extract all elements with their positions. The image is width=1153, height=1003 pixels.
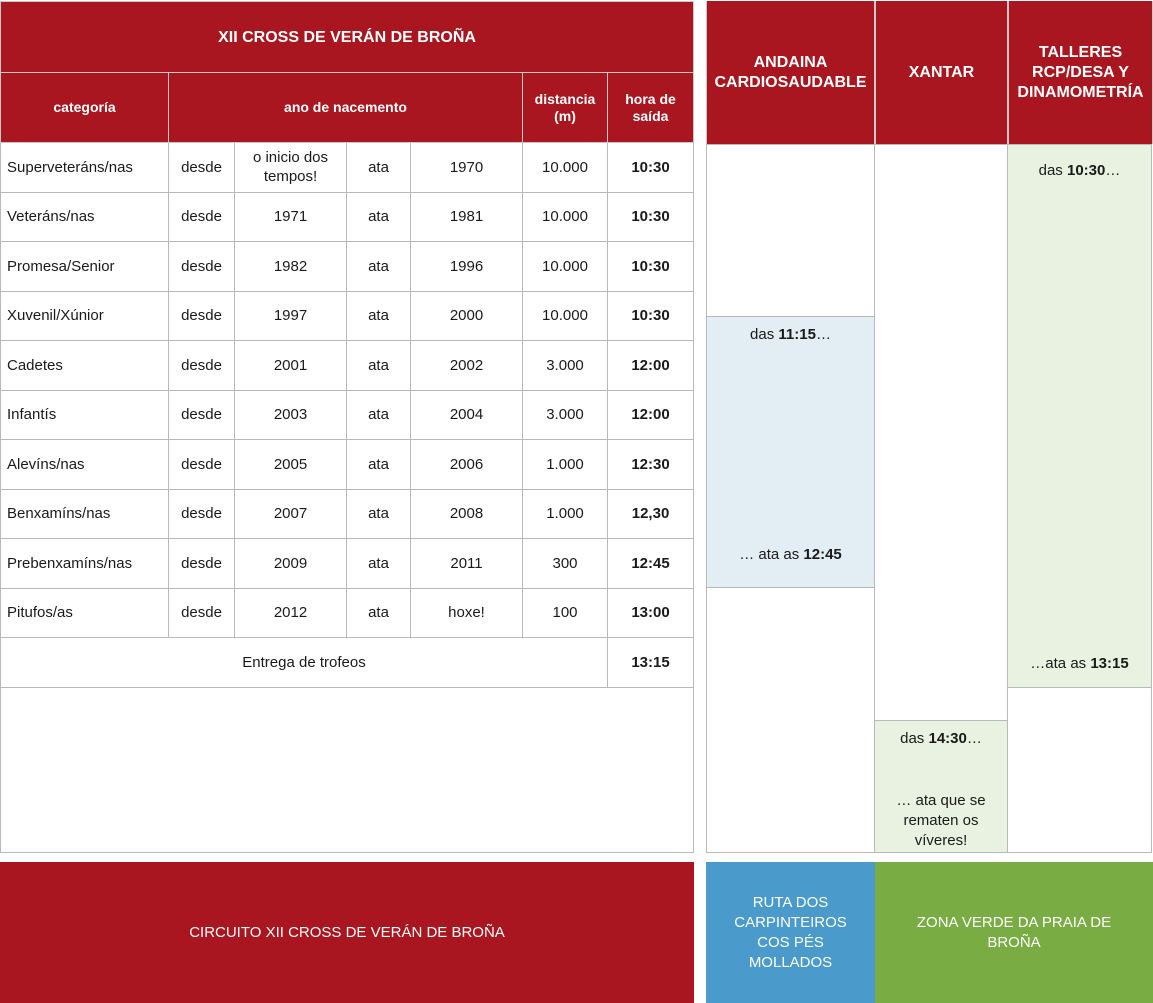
cross-schedule-table <box>0 1 694 688</box>
talleres-end <box>1008 654 1151 674</box>
ano-desde-cell: 1971 <box>235 192 347 242</box>
talleres-end-time: 13:15 <box>1090 655 1129 672</box>
categoria-cell: Xuvenil/Xúnior <box>1 291 169 341</box>
desde-cell: desde <box>169 440 235 490</box>
andaina-end-time: 12:45 <box>803 546 842 563</box>
xantar-start-prefix: das <box>900 730 929 747</box>
ano-desde-cell: 1997 <box>235 291 347 341</box>
ata-cell: ata <box>347 440 411 490</box>
ata-cell: ata <box>347 143 411 193</box>
distancia-cell: 10.000 <box>523 291 608 341</box>
categoria-cell: Cadetes <box>1 341 169 391</box>
andaina-start-time: 11:15 <box>778 326 816 343</box>
desde-cell: desde <box>169 539 235 589</box>
talleres-start-prefix: das <box>1038 162 1067 179</box>
xantar-start-time: 14:30 <box>928 730 967 747</box>
ata-cell: ata <box>347 390 411 440</box>
desde-cell: desde <box>169 291 235 341</box>
table-row <box>1 489 694 539</box>
desde-cell: desde <box>169 588 235 638</box>
desde-cell: desde <box>169 242 235 292</box>
table-row <box>1 242 694 292</box>
talleres-time-band <box>1007 144 1152 688</box>
categoria-cell: Benxamíns/nas <box>1 489 169 539</box>
desde-cell: desde <box>169 489 235 539</box>
categoria-cell: Alevíns/nas <box>1 440 169 490</box>
legend-circuito: CIRCUITO XII CROSS DE VERÁN DE BROÑA <box>0 862 694 1003</box>
distancia-cell: 300 <box>523 539 608 589</box>
trofeos-hora: 13:15 <box>608 638 694 688</box>
trofeos-row <box>1 638 694 688</box>
ata-cell: ata <box>347 539 411 589</box>
distancia-cell: 1.000 <box>523 489 608 539</box>
table-row <box>1 539 694 589</box>
andaina-start-suffix: … <box>815 326 831 343</box>
table-row <box>1 192 694 242</box>
categoria-cell: Infantís <box>1 390 169 440</box>
ano-ata-cell: hoxe! <box>411 588 523 638</box>
table-row <box>1 390 694 440</box>
distancia-cell: 100 <box>523 588 608 638</box>
andaina-end-prefix: … ata as <box>739 546 804 563</box>
cross-title: XII CROSS DE VERÁN DE BROÑA <box>1 2 694 73</box>
table-row <box>1 440 694 490</box>
ano-desde-cell: 2009 <box>235 539 347 589</box>
hora-cell: 10:30 <box>608 192 694 242</box>
andaina-header: ANDAINA CARDIOSAUDABLE <box>706 1 875 144</box>
ano-ata-cell: 2004 <box>411 390 523 440</box>
hora-cell: 10:30 <box>608 291 694 341</box>
distancia-cell: 3.000 <box>523 390 608 440</box>
talleres-start <box>1008 161 1151 181</box>
andaina-start <box>707 325 874 345</box>
talleres-start-suffix: … <box>1105 162 1121 179</box>
xantar-time-band <box>874 720 1008 853</box>
ata-cell: ata <box>347 291 411 341</box>
header-distancia: distancia (m) <box>523 73 608 143</box>
categoria-cell: Prebenxamíns/nas <box>1 539 169 589</box>
hora-cell: 10:30 <box>608 242 694 292</box>
ano-ata-cell: 1970 <box>411 143 523 193</box>
ano-desde-cell: 1982 <box>235 242 347 292</box>
hora-cell: 12,30 <box>608 489 694 539</box>
andaina-start-prefix: das <box>750 326 779 343</box>
ano-ata-cell: 2008 <box>411 489 523 539</box>
hora-cell: 13:00 <box>608 588 694 638</box>
hora-cell: 12:45 <box>608 539 694 589</box>
talleres-end-prefix: …ata as <box>1030 655 1091 672</box>
ano-ata-cell: 1981 <box>411 192 523 242</box>
distancia-cell: 10.000 <box>523 192 608 242</box>
ata-cell: ata <box>347 341 411 391</box>
categoria-cell: Superveteráns/nas <box>1 143 169 193</box>
xantar-start-suffix: … <box>966 730 982 747</box>
distancia-cell: 10.000 <box>523 242 608 292</box>
ano-ata-cell: 1996 <box>411 242 523 292</box>
desde-cell: desde <box>169 341 235 391</box>
hora-cell: 12:00 <box>608 390 694 440</box>
ano-desde-cell: 2012 <box>235 588 347 638</box>
hora-cell: 10:30 <box>608 143 694 193</box>
desde-cell: desde <box>169 192 235 242</box>
desde-cell: desde <box>169 143 235 193</box>
table-row <box>1 588 694 638</box>
desde-cell: desde <box>169 390 235 440</box>
header-hora-saida: hora de saída <box>608 73 694 143</box>
distancia-cell: 1.000 <box>523 440 608 490</box>
categoria-cell: Promesa/Senior <box>1 242 169 292</box>
ata-cell: ata <box>347 192 411 242</box>
categoria-cell: Veteráns/nas <box>1 192 169 242</box>
ata-cell: ata <box>347 489 411 539</box>
distancia-cell: 10.000 <box>523 143 608 193</box>
table-row <box>1 143 694 193</box>
xantar-end: … ata que se rematen os víveres! <box>896 792 986 849</box>
xantar-header: XANTAR <box>875 1 1008 144</box>
distancia-cell: 3.000 <box>523 341 608 391</box>
categoria-cell: Pitufos/as <box>1 588 169 638</box>
table-row <box>1 341 694 391</box>
ano-desde-cell: 2003 <box>235 390 347 440</box>
xantar-start <box>875 729 1007 749</box>
legend-zona-verde: ZONA VERDE DA PRAIA DE BROÑA <box>875 862 1153 1003</box>
andaina-time-band <box>706 316 875 588</box>
trofeos-label: Entrega de trofeos <box>1 638 608 688</box>
ano-desde-cell: o inicio dos tempos! <box>235 143 347 193</box>
legend-ruta: RUTA DOS CARPINTEIROS COS PÉS MOLLADOS <box>706 862 875 1003</box>
ata-cell: ata <box>347 242 411 292</box>
ano-desde-cell: 2001 <box>235 341 347 391</box>
table-row <box>1 291 694 341</box>
hora-cell: 12:30 <box>608 440 694 490</box>
header-ano-nacemento: ano de nacemento <box>169 73 523 143</box>
ata-cell: ata <box>347 588 411 638</box>
ano-ata-cell: 2002 <box>411 341 523 391</box>
ano-ata-cell: 2006 <box>411 440 523 490</box>
andaina-end <box>707 545 874 565</box>
cross-empty-area <box>0 688 694 853</box>
hora-cell: 12:00 <box>608 341 694 391</box>
talleres-start-time: 10:30 <box>1066 162 1106 179</box>
ano-desde-cell: 2007 <box>235 489 347 539</box>
ano-ata-cell: 2000 <box>411 291 523 341</box>
ano-ata-cell: 2011 <box>411 539 523 589</box>
talleres-header: TALLERES RCP/DESA Y DINAMOMETRÍA <box>1008 1 1153 144</box>
header-categoria: categoría <box>1 73 169 143</box>
ano-desde-cell: 2005 <box>235 440 347 490</box>
